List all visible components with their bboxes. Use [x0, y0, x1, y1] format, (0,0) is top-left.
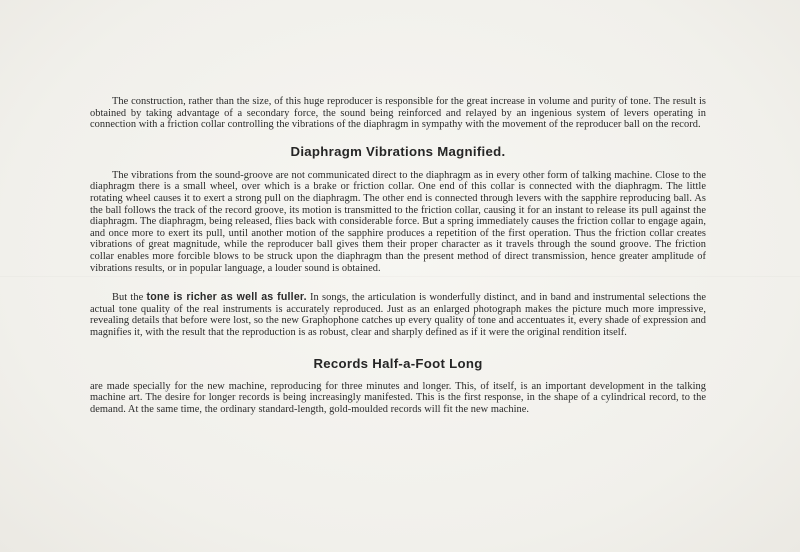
paragraph-reproducer-construction: The construction, rather than the size, of this huge reproducer is responsible for the great increase in volume and purity of tone. The result is obtained by taking advantage of a secondary force, the sound being reinforced and relayed by an ingenious system of levers operating in connection with a friction collar controlling the vibrations of the diaphragm in sympathy with the movement of the reproducer ball on the record. [90, 96, 706, 131]
heading-records-half-foot: Records Half-a-Foot Long [313, 355, 483, 371]
paragraph-tone-quality [90, 292, 706, 338]
tone-text-pre: But the [112, 292, 147, 304]
heading-diaphragm-vibrations: Diaphragm Vibrations Magnified. [290, 143, 506, 159]
tone-emphasis: tone is richer as well as fuller. [146, 291, 307, 304]
document-body [90, 96, 706, 415]
paragraph-long-records: are made specially for the new machine, reproducing for three minutes and longer. This, of itself, is an important development in the talking machine art. The desire for longer records is being increasingly manifested. This is the first response, in the shape of a cylindrical record, to the demand. At the same time, the ordinary standard-length, gold-moulded records will fit the new machine. [90, 380, 706, 415]
paragraph-diaphragm-vibrations: The vibrations from the sound-groove are not communicated direct to the diaphragm as in every other form of talking machine. Close to the diaphragm there is a small wheel, over which is a brake or friction collar. One end of this collar is connected with the diaphragm. The little rotating wheel causes it to exert a strong pull on the diaphragm. The other end is connected through levers with the sapphire reproducing ball. As the ball follows the track of the record groove, its motion is transmitted to the friction collar, causing it for an instant to release its pull against the diaphragm. The diaphragm, being released, flies back with considerable force. But a spring immediately causes the friction collar to engage again, and once more to exert its pull, until another motion of the sapphire produces a repetition of the first operation. Thus the friction collar creates vibrations of great magnitude, while the reproducer ball gives them their proper character as it travels through the sound groove. The friction collar enables more forcible blows to be struck upon the diaphragm than the present method of direct transmission, hence greater amplitude of vibrations results, or in popular language, a louder sound is obtained. [90, 169, 706, 274]
tone-text-post: In songs, the articulation is wonderfully distinct, and in band and instrumental selections the actual tone quality of the real instruments is accurately reproduced. Just as an enlarged photograph makes the picture much more impressive, revealing details that before were lost, so the new Graphophone catches up every quality of tone and accentuates it, every shade of expression and magnifies it, with the result that the reproduction is as robust, clear and sharply defined as if it were the original rendition itself. [90, 292, 706, 338]
